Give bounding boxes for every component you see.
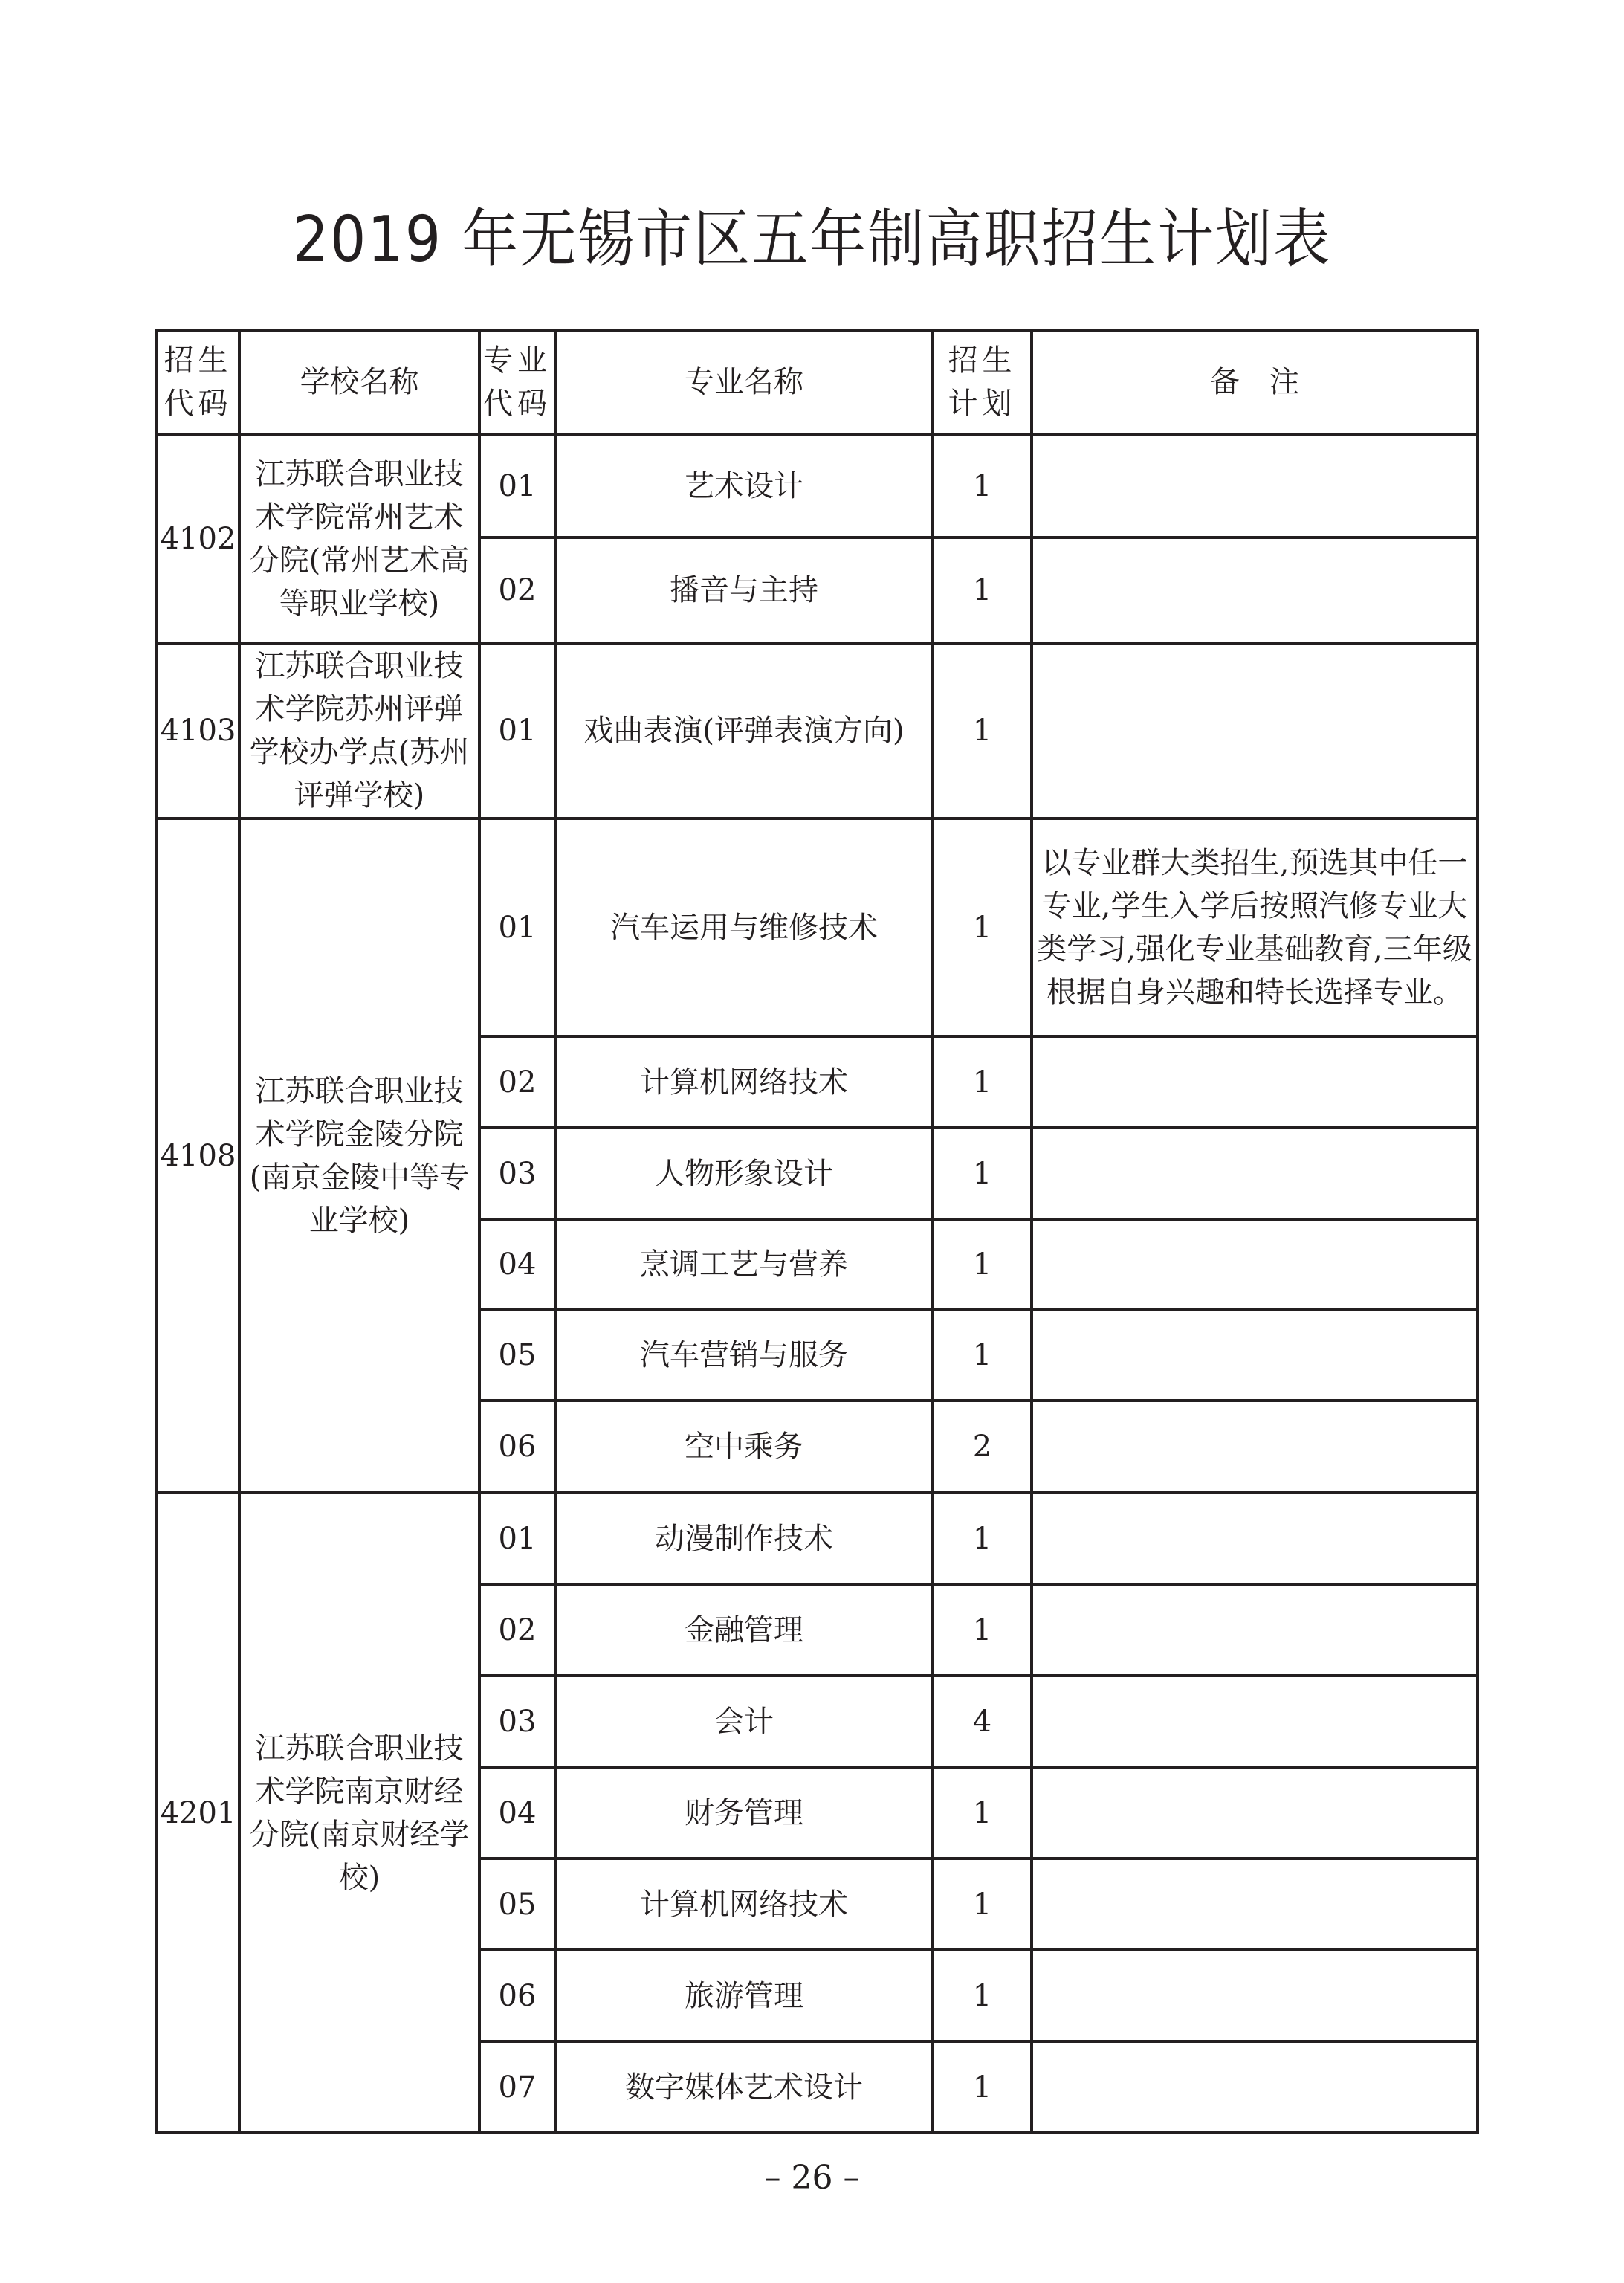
major-name-cell: 汽车运用与维修技术 (555, 818, 933, 1036)
major-name-cell: 旅游管理 (555, 1950, 933, 2041)
enroll-code-cell: 4102 (157, 434, 239, 643)
table-body (157, 434, 1478, 2133)
major-code-cell: 03 (479, 1676, 555, 1767)
plan-cell: 1 (933, 537, 1032, 643)
table-row (157, 434, 1478, 537)
major-name-cell: 空中乘务 (555, 1401, 933, 1493)
school-name-cell: 江苏联合职业技术学院常州艺术分院(常州艺术高等职业学校) (239, 434, 479, 643)
header-school-name: 学校名称 (239, 330, 479, 434)
major-code-cell: 07 (479, 2041, 555, 2133)
major-name-cell: 戏曲表演(评弹表演方向) (555, 643, 933, 818)
major-name-cell: 动漫制作技术 (555, 1493, 933, 1584)
table-row (157, 643, 1478, 818)
major-code-cell: 04 (479, 1767, 555, 1859)
major-name-cell: 烹调工艺与营养 (555, 1219, 933, 1310)
plan-cell: 1 (933, 434, 1032, 537)
plan-cell: 1 (933, 1310, 1032, 1401)
table-row (157, 818, 1478, 1036)
remark-cell (1032, 1584, 1478, 1676)
major-name-cell: 汽车营销与服务 (555, 1310, 933, 1401)
major-code-cell: 03 (479, 1128, 555, 1219)
plan-cell: 1 (933, 1584, 1032, 1676)
enroll-code-cell: 4103 (157, 643, 239, 818)
remark-cell (1032, 1767, 1478, 1859)
remark-cell (1032, 643, 1478, 818)
header-row (157, 330, 1478, 434)
plan-cell: 1 (933, 643, 1032, 818)
remark-cell (1032, 1859, 1478, 1950)
header-plan: 招生 计划 (933, 330, 1032, 434)
table-row (157, 1493, 1478, 1584)
plan-cell: 1 (933, 1767, 1032, 1859)
remark-cell (1032, 434, 1478, 537)
remark-cell: 以专业群大类招生,预选其中任一专业,学生入学后按照汽修专业大类学习,强化专业基础教育,三年级根据自身兴趣和特长选择专业。 (1032, 818, 1478, 1036)
plan-cell: 1 (933, 1036, 1032, 1128)
major-name-cell: 艺术设计 (555, 434, 933, 537)
page-title: 2019 年无锡市区五年制高职招生计划表 (292, 201, 1332, 277)
remark-cell (1032, 1950, 1478, 2041)
plan-cell: 1 (933, 1950, 1032, 2041)
header-major-name: 专业名称 (555, 330, 933, 434)
major-name-cell: 计算机网络技术 (555, 1036, 933, 1128)
remark-cell (1032, 1493, 1478, 1584)
remark-cell (1032, 1036, 1478, 1128)
major-code-cell: 01 (479, 434, 555, 537)
header-enroll-code: 招生 代码 (157, 330, 239, 434)
major-code-cell: 01 (479, 643, 555, 818)
major-code-cell: 02 (479, 537, 555, 643)
header-remark: 备 注 (1032, 330, 1478, 434)
school-name-cell: 江苏联合职业技术学院南京财经分院(南京财经学校) (239, 1493, 479, 2133)
plan-cell: 1 (933, 1859, 1032, 1950)
plan-cell: 2 (933, 1401, 1032, 1493)
plan-cell: 1 (933, 1493, 1032, 1584)
enroll-code-cell: 4108 (157, 818, 239, 1493)
major-code-cell: 05 (479, 1859, 555, 1950)
major-name-cell: 计算机网络技术 (555, 1859, 933, 1950)
major-name-cell: 人物形象设计 (555, 1128, 933, 1219)
enroll-code-cell: 4201 (157, 1493, 239, 2133)
plan-cell: 1 (933, 818, 1032, 1036)
major-name-cell: 播音与主持 (555, 537, 933, 643)
major-code-cell: 04 (479, 1219, 555, 1310)
major-code-cell: 02 (479, 1584, 555, 1676)
remark-cell (1032, 2041, 1478, 2133)
enrollment-plan-table (155, 329, 1479, 2134)
plan-cell: 1 (933, 1219, 1032, 1310)
plan-cell: 1 (933, 1128, 1032, 1219)
major-code-cell: 05 (479, 1310, 555, 1401)
major-name-cell: 数字媒体艺术设计 (555, 2041, 933, 2133)
page-number: – 26 – (764, 2159, 860, 2197)
remark-cell (1032, 1676, 1478, 1767)
remark-cell (1032, 537, 1478, 643)
major-name-cell: 金融管理 (555, 1584, 933, 1676)
major-code-cell: 01 (479, 818, 555, 1036)
remark-cell (1032, 1219, 1478, 1310)
remark-cell (1032, 1310, 1478, 1401)
school-name-cell: 江苏联合职业技术学院金陵分院(南京金陵中等专业学校) (239, 818, 479, 1493)
plan-cell: 1 (933, 2041, 1032, 2133)
remark-cell (1032, 1401, 1478, 1493)
plan-cell: 4 (933, 1676, 1032, 1767)
major-code-cell: 02 (479, 1036, 555, 1128)
major-name-cell: 财务管理 (555, 1767, 933, 1859)
school-name-cell: 江苏联合职业技术学院苏州评弹学校办学点(苏州评弹学校) (239, 643, 479, 818)
major-code-cell: 06 (479, 1950, 555, 2041)
major-code-cell: 06 (479, 1401, 555, 1493)
major-code-cell: 01 (479, 1493, 555, 1584)
major-name-cell: 会计 (555, 1676, 933, 1767)
remark-cell (1032, 1128, 1478, 1219)
header-major-code: 专业 代码 (479, 330, 555, 434)
